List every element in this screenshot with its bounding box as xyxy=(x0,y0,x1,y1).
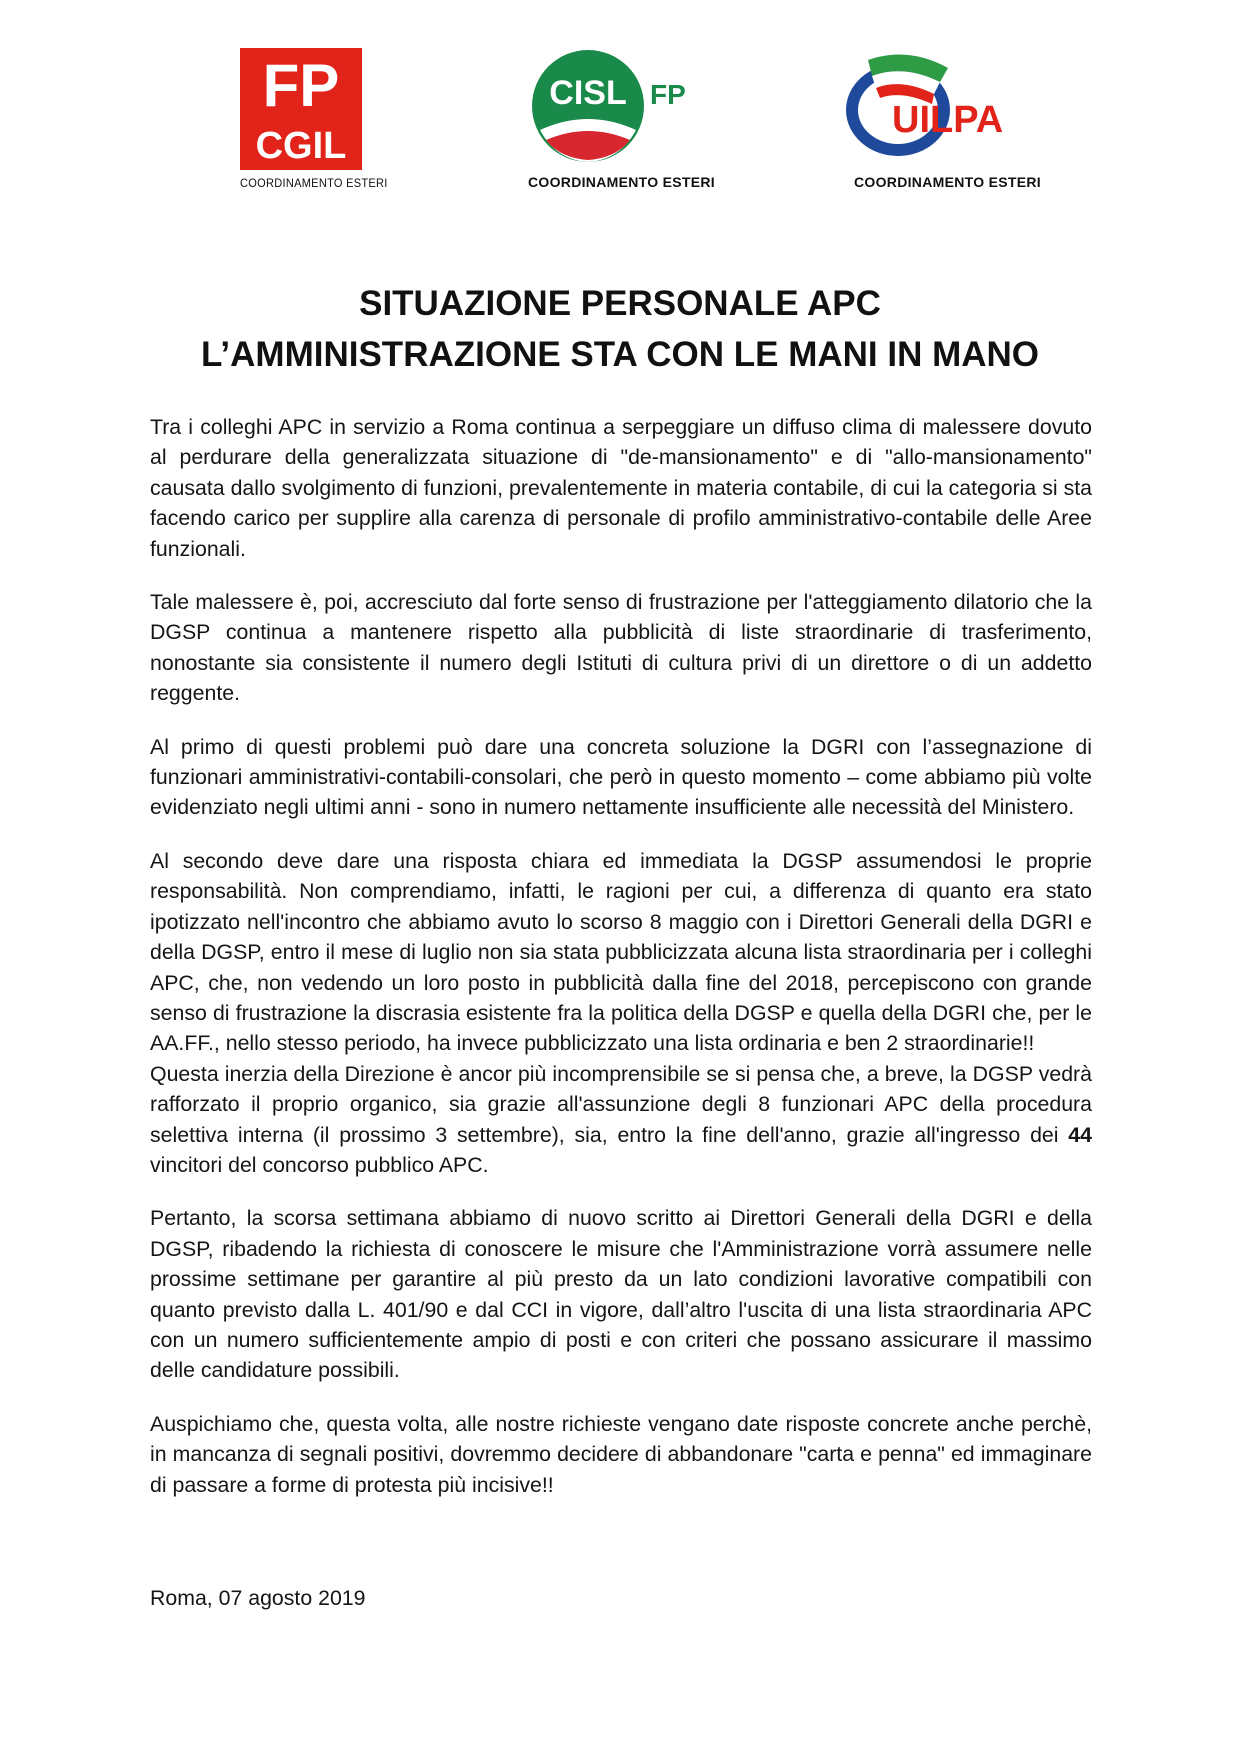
header-logos xyxy=(0,48,1240,208)
cisl-fp-logo xyxy=(520,48,720,190)
paragraph-4b xyxy=(150,1059,1092,1181)
paragraph-3: Al primo di questi problemi può dare una concreta soluzione la DGRI con l’assegnazione di funzionari amministrativi-contabili-consolari, che però in questo momento – come abbiamo più volte evidenziato negli ultimi anni - sono in numero nettamente insufficiente alle necessità del Ministero. xyxy=(150,734,1092,820)
paragraph-1: Tra i colleghi APC in servizio a Roma continua a serpeggiare un diffuso clima di malessere dovuto al perdurare della generalizzata situazione di "de-mansionamento" e di "allo-mansionamento" causata dallo svolgimento di funzioni, prevalentemente in materia contabile, di cui la categoria si sta facendo carico per supplire alla carenza di personale di profilo amministrativo-contabile delle Aree funzionali. xyxy=(150,415,1092,561)
document-body xyxy=(150,412,1092,1523)
uilpa-caption: COORDINAMENTO ESTERI xyxy=(854,174,1041,190)
paragraph-6: Auspichiamo che, questa volta, alle nostre richieste vengano date risposte concrete anche perchè, in mancanza di segnali positivi, dovremmo decidere di abbandonare "carta e penna" ed immaginare di passare a forme di protesta più incisive!! xyxy=(150,1411,1092,1497)
title-line-2: L’AMMINISTRAZIONE STA CON LE MANI IN MANO xyxy=(200,335,1040,374)
document-date: Roma, 07 agosto 2019 xyxy=(150,1586,366,1610)
svg-text:FP: FP xyxy=(650,79,686,110)
cisl-fp-caption: COORDINAMENTO ESTERI xyxy=(528,174,715,190)
uilpa-logo-mark xyxy=(838,48,1038,166)
paragraph-4b-text-after: vincitori del concorso pubblico APC. xyxy=(150,1152,489,1177)
svg-text:FP: FP xyxy=(262,52,340,119)
paragraph-4b-text-before: Questa inerzia della Direzione è ancor più incomprensibile se si pensa che, a breve, la DGSP vedrà rafforzato il proprio organico, sia grazie all'assunzione degli 8 funzionari APC della procedura selettiva interna (il prossimo 3 settembre), sia, entro la fine dell'anno, grazie all'ingresso dei xyxy=(150,1061,1092,1147)
uilpa-logo xyxy=(838,48,1041,190)
paragraph-4b-bold-number: 44 xyxy=(1068,1122,1092,1147)
svg-text:CGIL: CGIL xyxy=(255,125,347,167)
cisl-fp-logo-mark xyxy=(520,48,720,166)
document-title xyxy=(0,278,1240,380)
fp-cgil-logo-mark xyxy=(240,48,362,170)
svg-text:CISL: CISL xyxy=(549,74,627,112)
paragraph-5: Pertanto, la scorsa settimana abbiamo di nuovo scritto ai Direttori Generali della DGRI e della DGSP, ribadendo la richiesta di conoscere le misure che l'Amministrazione vorrà assumere nelle prossime settimane per garantire al più presto da un lato condizioni lavorative compatibili con quanto previsto dalla L. 401/90 e dal CCI in vigore, dall’altro l'uscita di una lista straordinaria APC con un numero sufficientemente ampio di posti e con criteri che possano assicurare il massimo delle candidature possibili. xyxy=(150,1206,1092,1383)
fp-cgil-caption: COORDINAMENTO ESTERI xyxy=(240,176,388,190)
paragraph-2: Tale malessere è, poi, accresciuto dal forte senso di frustrazione per l'atteggiamento dilatorio che la DGSP continua a mantenere rispetto alla pubblicità di liste straordinarie di trasferimento, nonostante sia consistente il numero degli Istituti di cultura privi di un direttore o di un addetto reggente. xyxy=(150,590,1092,706)
title-line-1: SITUAZIONE PERSONALE APC xyxy=(359,284,881,323)
paragraph-4: Al secondo deve dare una risposta chiara ed immediata la DGSP assumendosi le proprie responsabilità. Non comprendiamo, infatti, le ragioni per cui, a differenza di quanto era stato ipotizzato nell'incontro che abbiamo avuto lo scorso 8 maggio con i Direttori Generali della DGRI e della DGSP, entro il mese di luglio non sia stata pubblicizzata alcuna lista straordinaria per i colleghi APC, che, non vedendo un loro posto in pubblicità dalla fine del 2018, percepiscono con grande senso di frustrazione la discrasia esistente fra la politica della DGSP e quella della DGRI che, per le AA.FF., nello stesso periodo, ha invece pubblicizzato una lista ordinaria e ben 2 straordinarie!! xyxy=(150,848,1092,1056)
svg-text:UILPA: UILPA xyxy=(892,99,1004,141)
fp-cgil-logo xyxy=(240,48,390,190)
